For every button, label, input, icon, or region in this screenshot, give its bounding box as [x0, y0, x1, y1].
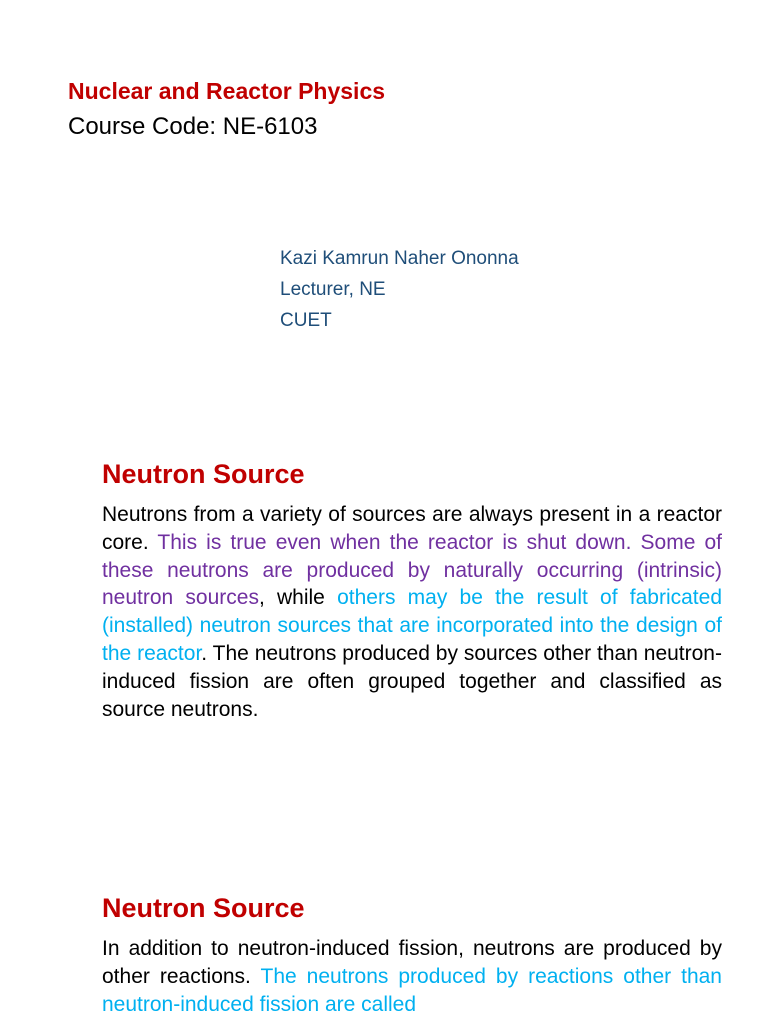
- paragraph-segment-highlight: This is true even when the reactor is shut down. Some of these neutrons are produced by naturally occurring (intrinsic) neutron sources: [102, 530, 722, 610]
- section-heading-1: Neutron Source: [102, 459, 305, 489]
- paragraph-segment: Neutrons from a variety of sources are always present in a reactor core.: [102, 503, 722, 554]
- paragraph-segment: , while: [258, 586, 338, 610]
- author-block: [280, 243, 519, 336]
- paragraph-segment: . The neutrons produced by sources other than neutron-induced fission are often grouped together and classified as source neutrons.: [102, 641, 722, 721]
- section-paragraph-1: [102, 501, 722, 723]
- author-institution: CUET: [280, 310, 332, 331]
- author-name: Kazi Kamrun Naher Ononna: [280, 248, 519, 269]
- author-position: Lecturer, NE: [280, 279, 386, 300]
- section-heading-2: Neutron Source: [102, 893, 305, 923]
- section-paragraph-2: [102, 935, 722, 1018]
- paragraph-segment-highlight: others may be the result of fabricated (installed) neutron sources that are incorporated into the design of the reactor: [102, 586, 723, 665]
- paragraph-segment: In addition to neutron-induced fission, neutrons are produced by other reactions.: [102, 937, 722, 988]
- paragraph-segment-highlight: The neutrons produced by reactions other than neutron-induced fission are called: [102, 964, 722, 1016]
- course-code: Course Code: NE-6103: [68, 113, 318, 140]
- course-title: Nuclear and Reactor Physics: [68, 78, 386, 104]
